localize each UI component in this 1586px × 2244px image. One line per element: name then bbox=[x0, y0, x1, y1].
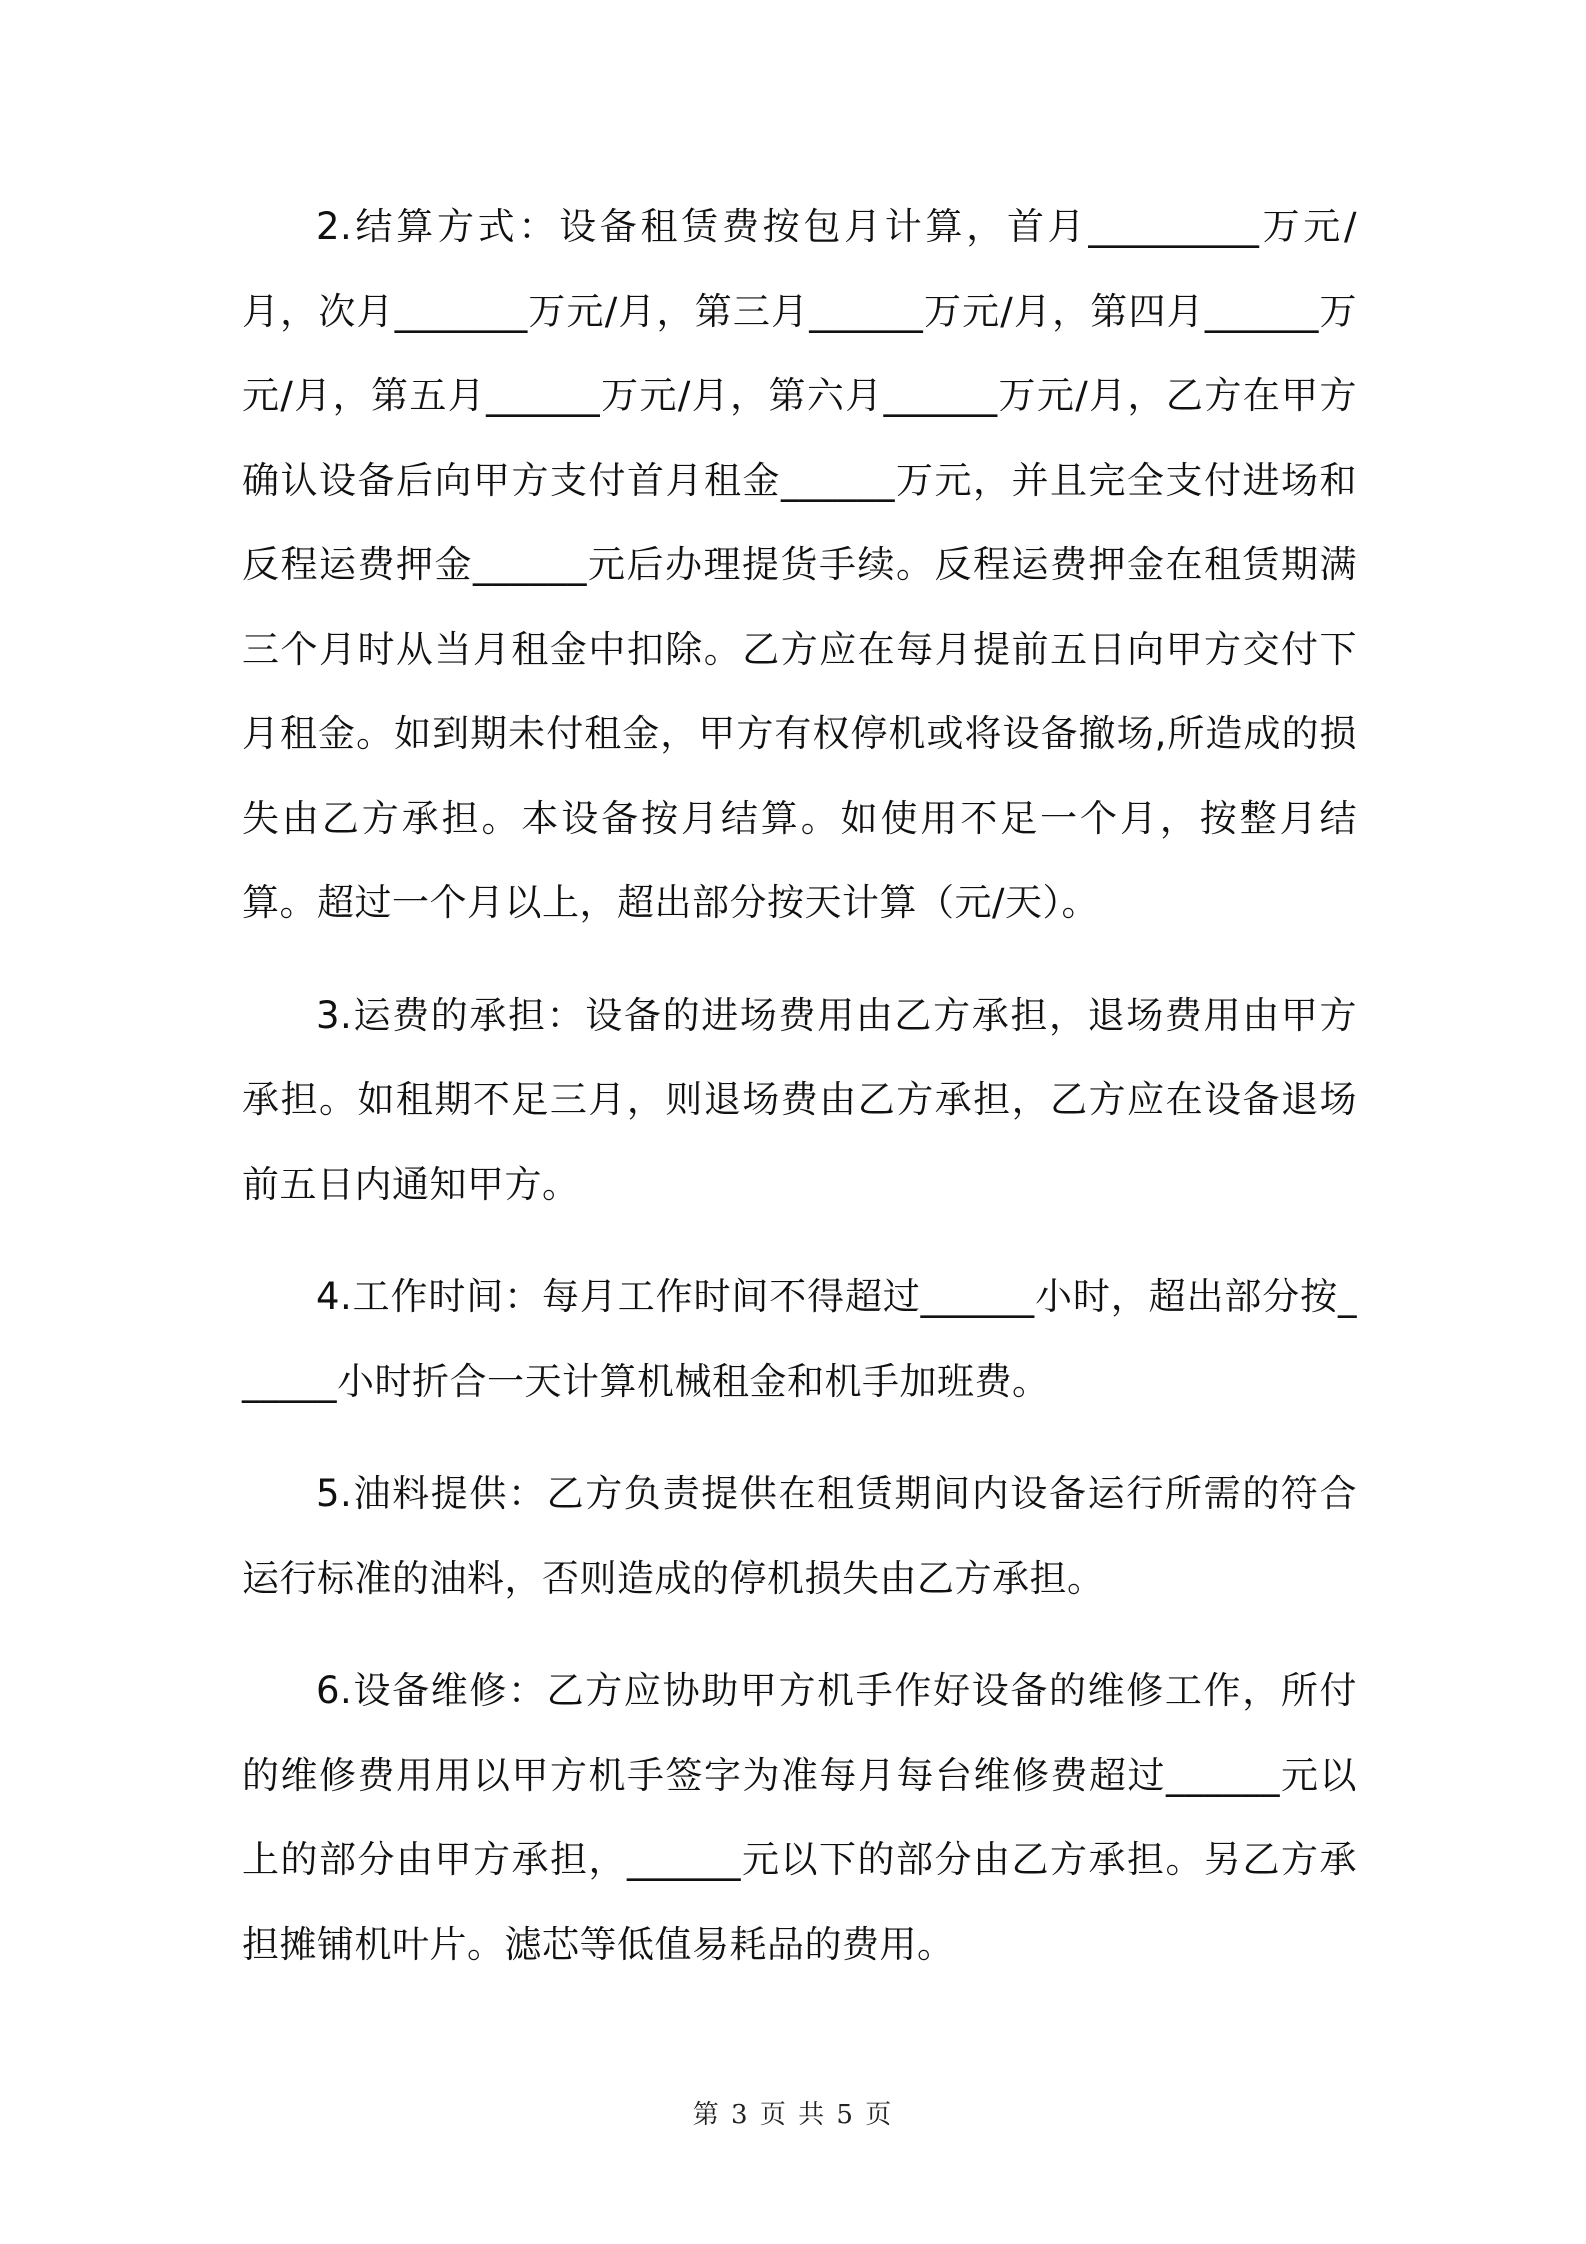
document-body bbox=[242, 185, 1357, 2015]
clause-working-hours: 4.工作时间：每月工作时间不得超过______小时，超出部分按______小时折合一天计算机械租金和机手加班费。 bbox=[242, 1275, 1357, 1403]
clause-fuel-supply: 5.油料提供：乙方负责提供在租赁期间内设备运行所需的符合运行标准的油料，否则造成的停机损失由乙方承担。 bbox=[242, 1472, 1357, 1600]
clause-settlement: 2.结算方式：设备租赁费按包月计算，首月_________万元/月，次月_______万元/月，第三月______万元/月，第四月______万元/月，第五月______万元/月，第六月______万元/月，乙方在甲方确认设备后向甲方支付首月租金______万元，并且完全支付进场和反程运费押金______元后办理提货手续。反程运费押金在租赁期满三个月时从当月租金中扣除。乙方应在每月提前五日向甲方交付下月租金。如到期未付租金，甲方有权停机或将设备撤场,所造成的损失由乙方承担。本设备按月结算。如使用不足一个月，按整月结算。超过一个月以上，超出部分按天计算（元/天）。 bbox=[242, 205, 1357, 924]
clause-maintenance: 6.设备维修：乙方应协助甲方机手作好设备的维修工作，所付的维修费用用以甲方机手签字为准每月每台维修费超过______元以上的部分由甲方承担，______元以下的部分由乙方承担。另乙方承担摊铺机叶片。滤芯等低值易耗品的费用。 bbox=[242, 1669, 1357, 1966]
clause-freight: 3.运费的承担：设备的进场费用由乙方承担，退场费用由甲方承担。如租期不足三月，则退场费由乙方承担，乙方应在设备退场前五日内通知甲方。 bbox=[242, 993, 1357, 1206]
page-number-footer: 第 3 页 共 5 页 bbox=[692, 2100, 894, 2130]
